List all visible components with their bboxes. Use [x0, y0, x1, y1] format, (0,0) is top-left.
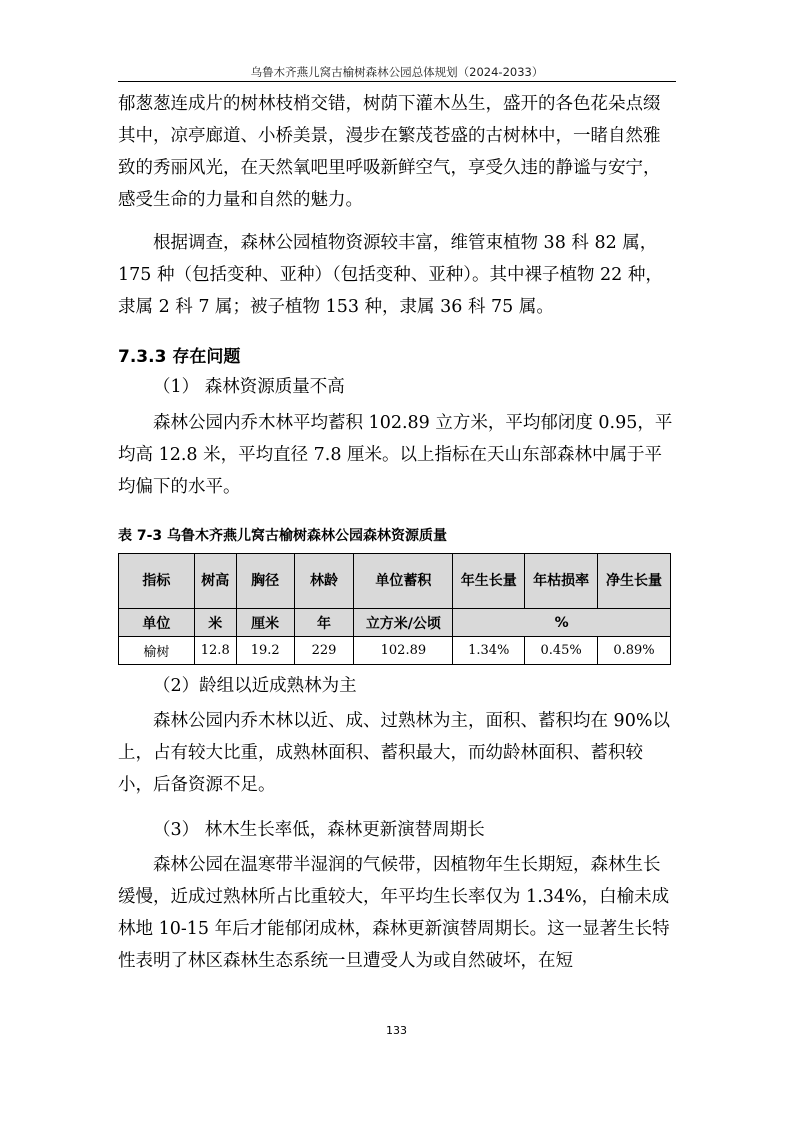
- paragraph-age-group: 森林公园内乔木林以近、成、过熟林为主，面积、蓄积均在 90%以上，占有较大比重，成熟林面积、蓄积最大，而幼龄林面积、蓄积较小，后备资源不足。: [118, 711, 670, 795]
- table-row: [119, 637, 671, 665]
- unit-cell-percent: %: [453, 609, 671, 637]
- header-cell: 年枯损率: [525, 554, 598, 609]
- data-cell: 1.34%: [453, 637, 525, 665]
- header-cell: 净生长量: [598, 554, 671, 609]
- data-cell: 19.2: [236, 637, 294, 665]
- header-cell: 胸径: [236, 554, 294, 609]
- list-item-growth: （3） 林木生长率低，森林更新演替周期长: [153, 820, 485, 840]
- paragraph-scenery: 郁葱葱连成片的树林枝梢交错，树荫下灌木丛生，盛开的各色花朵点缀其中，凉亭廊道、小桥美景，漫步在繁茂苍盛的古树林中，一睹自然雅致的秀丽风光，在天然氧吧里呼吸新鲜空气，享受久违的静谧与安宁，感受生命的力量和自然的魅力。: [118, 94, 661, 210]
- table-caption: 表 7-3 乌鲁木齐燕儿窝古榆树森林公园森林资源质量: [118, 528, 448, 544]
- data-cell: 102.89: [354, 637, 453, 665]
- unit-cell: 单位: [119, 609, 195, 637]
- paragraph-forest-quality: 森林公园内乔木林平均蓄积 102.89 立方米，平均郁闭度 0.95，平均高 12.8 米，平均直径 7.8 厘米。以上指标在天山东部森林中属于平均偏下的水平。: [118, 413, 673, 497]
- page-number: 133: [386, 1024, 407, 1037]
- header-cell: 年生长量: [453, 554, 525, 609]
- header-cell: 单位蓄积: [354, 554, 453, 609]
- forest-resource-table: [118, 553, 671, 665]
- unit-cell: 年: [294, 609, 354, 637]
- header-rule: [118, 81, 676, 82]
- data-cell: 0.89%: [598, 637, 671, 665]
- list-item-quality: （1） 森林资源质量不高: [153, 377, 345, 397]
- data-cell: 0.45%: [525, 637, 598, 665]
- section-heading: 7.3.3 存在问题: [118, 347, 241, 367]
- header-cell: 指标: [119, 554, 195, 609]
- running-header: 乌鲁木齐燕儿窝古榆树森林公园总体规划（2024-2033）: [250, 65, 544, 79]
- unit-cell: 米: [194, 609, 236, 637]
- table-unit-row: [119, 609, 671, 637]
- data-cell: 榆树: [119, 637, 195, 665]
- header-cell: 林龄: [294, 554, 354, 609]
- paragraph-growth: 森林公园在温寒带半湿润的气候带，因植物年生长期短，森林生长缓慢，近成过熟林所占比重较大，年平均生长率仅为 1.34%，白榆未成林地 10-15 年后才能郁闭成林，森林更新演替周期长。这一显著生长特性表明了林区森林生态系统一旦遭受人为或自然破坏，在短: [118, 855, 670, 971]
- unit-cell: 立方米/公顷: [354, 609, 453, 637]
- header-cell: 树高: [194, 554, 236, 609]
- list-item-age-group: （2）龄组以近成熟林为主: [153, 676, 357, 696]
- data-cell: 229: [294, 637, 354, 665]
- paragraph-plant-resources: 根据调查，森林公园植物资源较丰富，维管束植物 38 科 82 属，175 种（包括变种、亚种）（包括变种、亚种）。其中裸子植物 22 种，隶属 2 科 7 属；被子植物 153 种，隶属 36 科 75 属。: [118, 233, 663, 317]
- data-cell: 12.8: [194, 637, 236, 665]
- table-header-row: [119, 554, 671, 609]
- unit-cell: 厘米: [236, 609, 294, 637]
